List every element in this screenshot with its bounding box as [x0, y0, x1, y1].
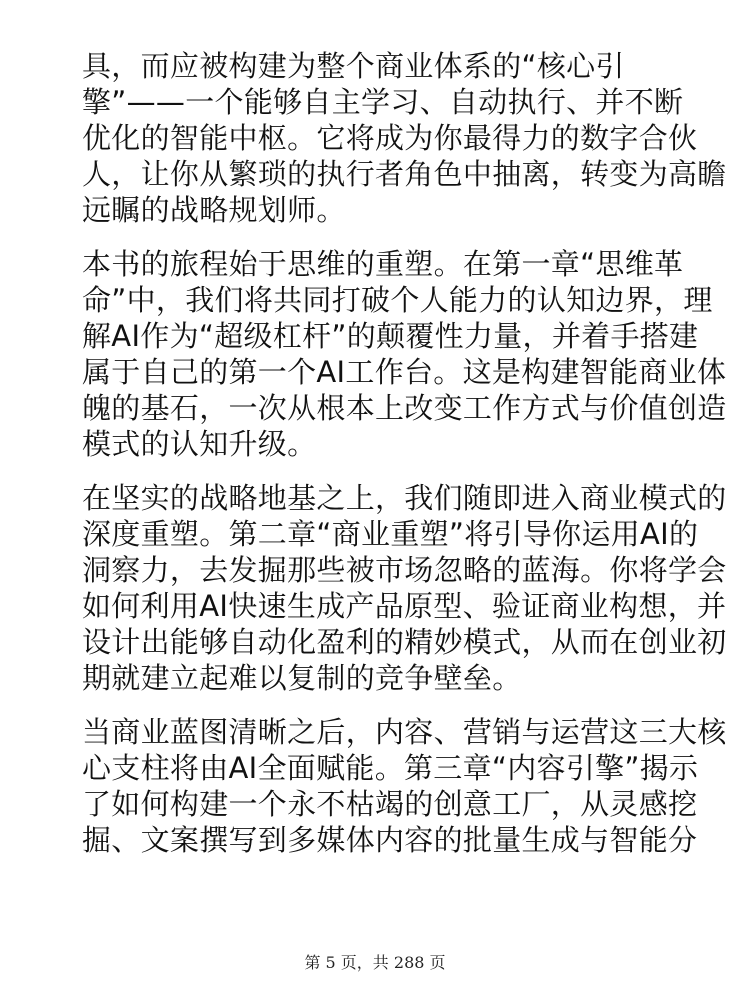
text-line: 属于自己的第一个AI工作台。这是构建智能商业体 — [82, 355, 727, 389]
text-line: 远瞩的战略规划师。 — [82, 193, 346, 227]
text-line: 在坚实的战略地基之上，我们随即进入商业模式的 — [82, 481, 727, 515]
text-line: 深度重塑。第二章“商业重塑”将引导你运用AI的 — [82, 517, 699, 551]
text-line: 模式的认知升级。 — [82, 427, 317, 461]
text-line: 设计出能够自动化盈利的精妙模式，从而在创业初 — [82, 625, 727, 659]
text-line: 心支柱将由AI全面赋能。第三章“内容引擎”揭示 — [82, 751, 699, 785]
text-line: 具，而应被构建为整个商业体系的“核心引 — [82, 49, 625, 83]
text-line: 解AI作为“超级杠杆”的颠覆性力量，并着手搭建 — [82, 319, 699, 353]
text-line: 本书的旅程始于思维的重塑。在第一章“思维革 — [82, 247, 684, 281]
text-line: 命”中，我们将共同打破个人能力的认知边界，理 — [82, 283, 713, 317]
page-footer: 第 5 页，共 288 页 — [304, 953, 446, 972]
text-line: 擎”——一个能够自主学习、自动执行、并不断 — [82, 85, 684, 119]
paragraph — [82, 48, 727, 228]
text-line: 如何利用AI快速生成产品原型、验证商业构想，并 — [82, 589, 727, 623]
text-line: 优化的智能中枢。它将成为你最得力的数字合伙 — [82, 121, 698, 155]
text-line: 掘、文案撰写到多媒体内容的批量生成与智能分 — [82, 823, 698, 857]
text-line: 魄的基石，一次从根本上改变工作方式与价值创造 — [82, 391, 727, 425]
text-line: 期就建立起难以复制的竞争壁垒。 — [82, 661, 522, 695]
paragraph — [82, 246, 727, 462]
text-line: 当商业蓝图清晰之后，内容、营销与运营这三大核 — [82, 715, 727, 749]
text-line: 人，让你从繁琐的执行者角色中抽离，转变为高瞻 — [82, 157, 727, 191]
text-line: 了如何构建一个永不枯竭的创意工厂，从灵感挖 — [82, 787, 698, 821]
paragraph — [82, 480, 727, 696]
body-text — [82, 48, 727, 876]
text-line: 洞察力，去发掘那些被市场忽略的蓝海。你将学会 — [82, 553, 727, 587]
paragraph — [82, 714, 727, 858]
